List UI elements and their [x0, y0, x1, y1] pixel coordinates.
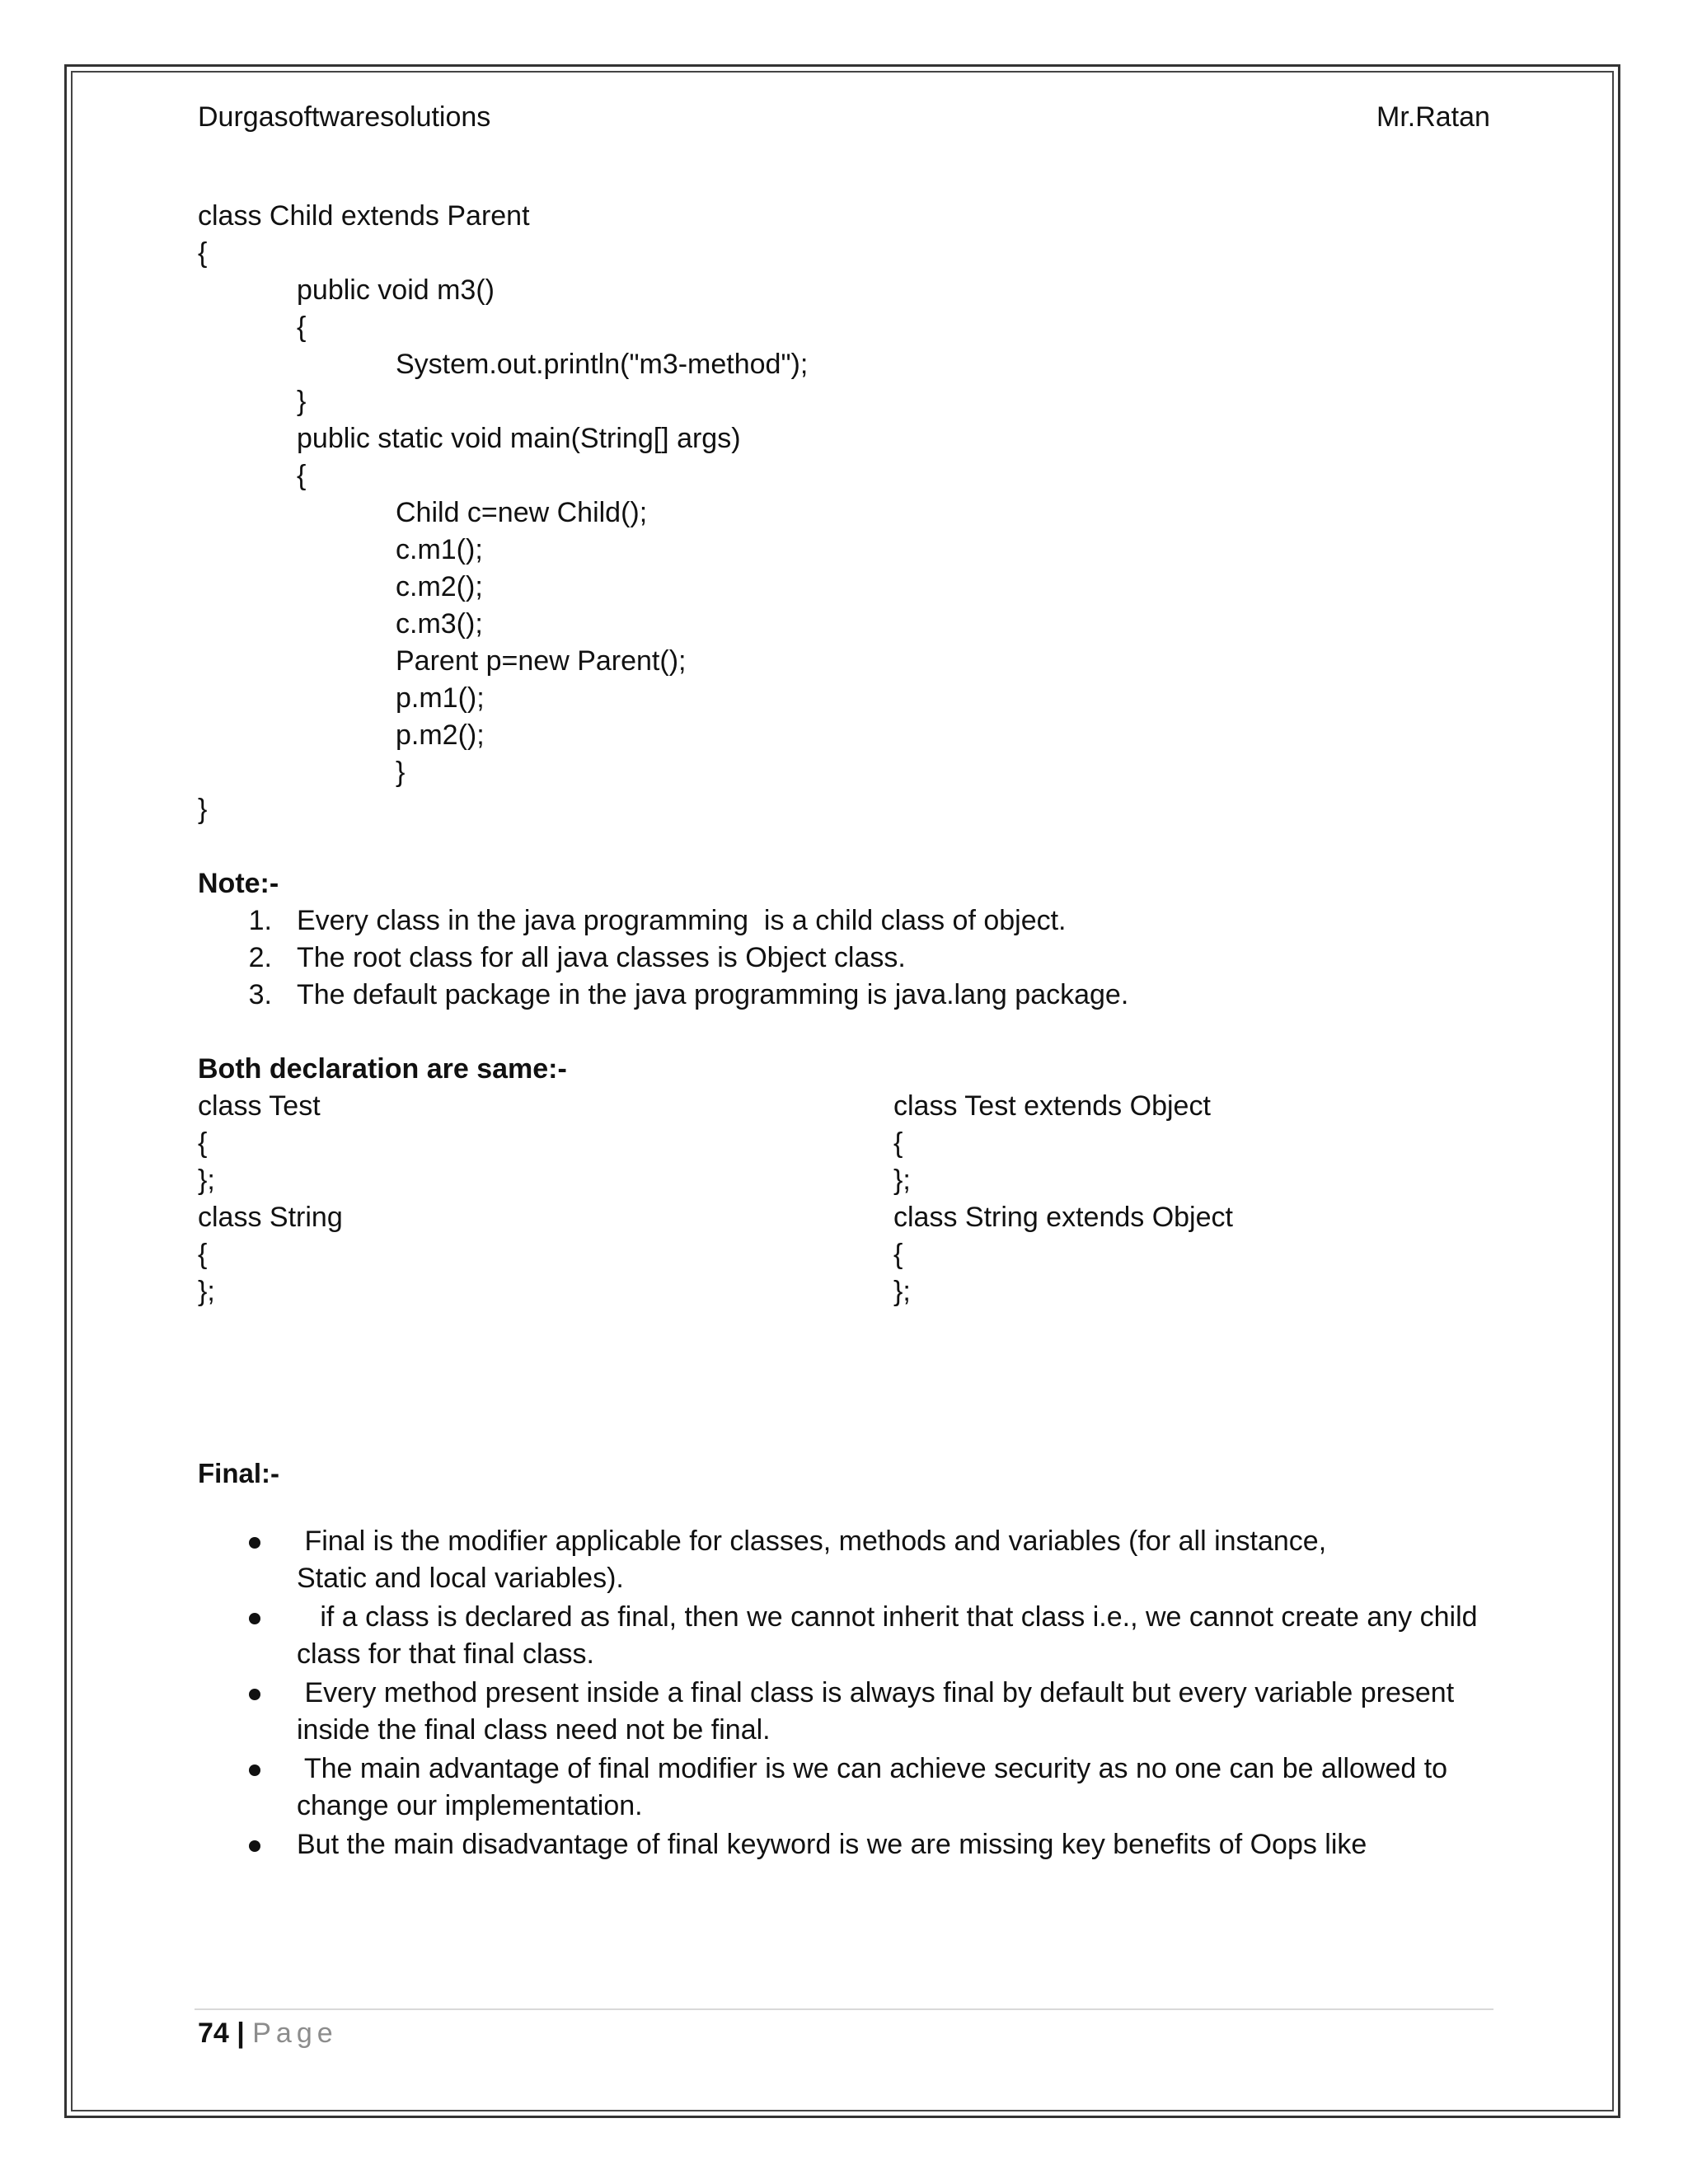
- code-line: public void m3(): [297, 274, 495, 306]
- bullet-icon: [249, 1840, 260, 1852]
- code-line: class Child extends Parent: [198, 200, 530, 232]
- list-item: Every class in the java programming is a child class of object.: [297, 905, 1067, 936]
- list-item: The default package in the java programming is java.lang package.: [297, 979, 1129, 1010]
- bullet-icon: [249, 1537, 260, 1549]
- code-line: };: [893, 1276, 911, 1307]
- bullet-icon: [249, 1765, 260, 1776]
- list-item-number: 2.: [248, 942, 272, 973]
- list-item: if a class is declared as final, then we cannot inherit that class i.e., we cannot create any child: [297, 1601, 1478, 1633]
- code-line: Parent p=new Parent();: [396, 645, 687, 677]
- code-line: }: [198, 794, 208, 825]
- page-footer: [198, 2015, 338, 2052]
- code-line: c.m3();: [396, 608, 483, 640]
- page-label: Page: [252, 2018, 338, 2049]
- code-line: }: [396, 757, 406, 788]
- list-item-number: 3.: [248, 979, 272, 1010]
- code-line: p.m1();: [396, 682, 485, 714]
- final-heading: Final:-: [198, 1458, 279, 1488]
- code-line: public static void main(String[] args): [297, 423, 741, 454]
- footer-separator: |: [237, 2018, 245, 2049]
- code-line: };: [893, 1165, 911, 1196]
- note-heading: Note:-: [198, 868, 279, 899]
- code-line: class Test extends Object: [893, 1090, 1211, 1122]
- code-line: {: [198, 1239, 208, 1270]
- code-line: class String extends Object: [893, 1202, 1233, 1233]
- code-line: };: [198, 1276, 215, 1307]
- code-line: System.out.println("m3-method");: [396, 349, 809, 380]
- page-number: 74: [198, 2018, 229, 2049]
- list-item: inside the final class need not be final.: [297, 1714, 771, 1746]
- code-line: class String: [198, 1202, 343, 1233]
- bullet-icon: [249, 1689, 260, 1700]
- code-line: c.m2();: [396, 571, 483, 602]
- header-company: Durgasoftwaresolutions: [198, 101, 491, 133]
- list-item: The main advantage of final modifier is we can achieve security as no one can be allowed to: [297, 1753, 1448, 1784]
- list-item: change our implementation.: [297, 1790, 643, 1821]
- code-line: p.m2();: [396, 719, 485, 751]
- list-item: class for that final class.: [297, 1638, 594, 1670]
- footer-rule: [195, 2008, 1493, 2010]
- list-item: Static and local variables).: [297, 1563, 624, 1594]
- list-item: Every method present inside a final class is always final by default but every variable present: [297, 1677, 1455, 1708]
- code-line: {: [893, 1127, 903, 1159]
- code-line: {: [297, 460, 307, 491]
- code-line: {: [198, 1127, 208, 1159]
- code-line: Child c=new Child();: [396, 497, 648, 528]
- both-heading: Both declaration are same:-: [198, 1053, 567, 1085]
- code-line: c.m1();: [396, 534, 483, 565]
- list-item-number: 1.: [248, 905, 272, 936]
- list-item: Final is the modifier applicable for classes, methods and variables (for all instance,: [297, 1526, 1327, 1557]
- code-line: class Test: [198, 1090, 321, 1122]
- list-item: But the main disadvantage of final keyword is we are missing key benefits of Oops like: [297, 1829, 1367, 1860]
- code-line: {: [297, 312, 307, 343]
- code-line: };: [198, 1165, 215, 1196]
- code-line: {: [198, 237, 208, 269]
- bullet-icon: [249, 1613, 260, 1624]
- list-item: The root class for all java classes is Object class.: [297, 942, 906, 973]
- code-line: {: [893, 1239, 903, 1270]
- header-author: Mr.Ratan: [1376, 101, 1490, 133]
- code-line: }: [297, 386, 307, 417]
